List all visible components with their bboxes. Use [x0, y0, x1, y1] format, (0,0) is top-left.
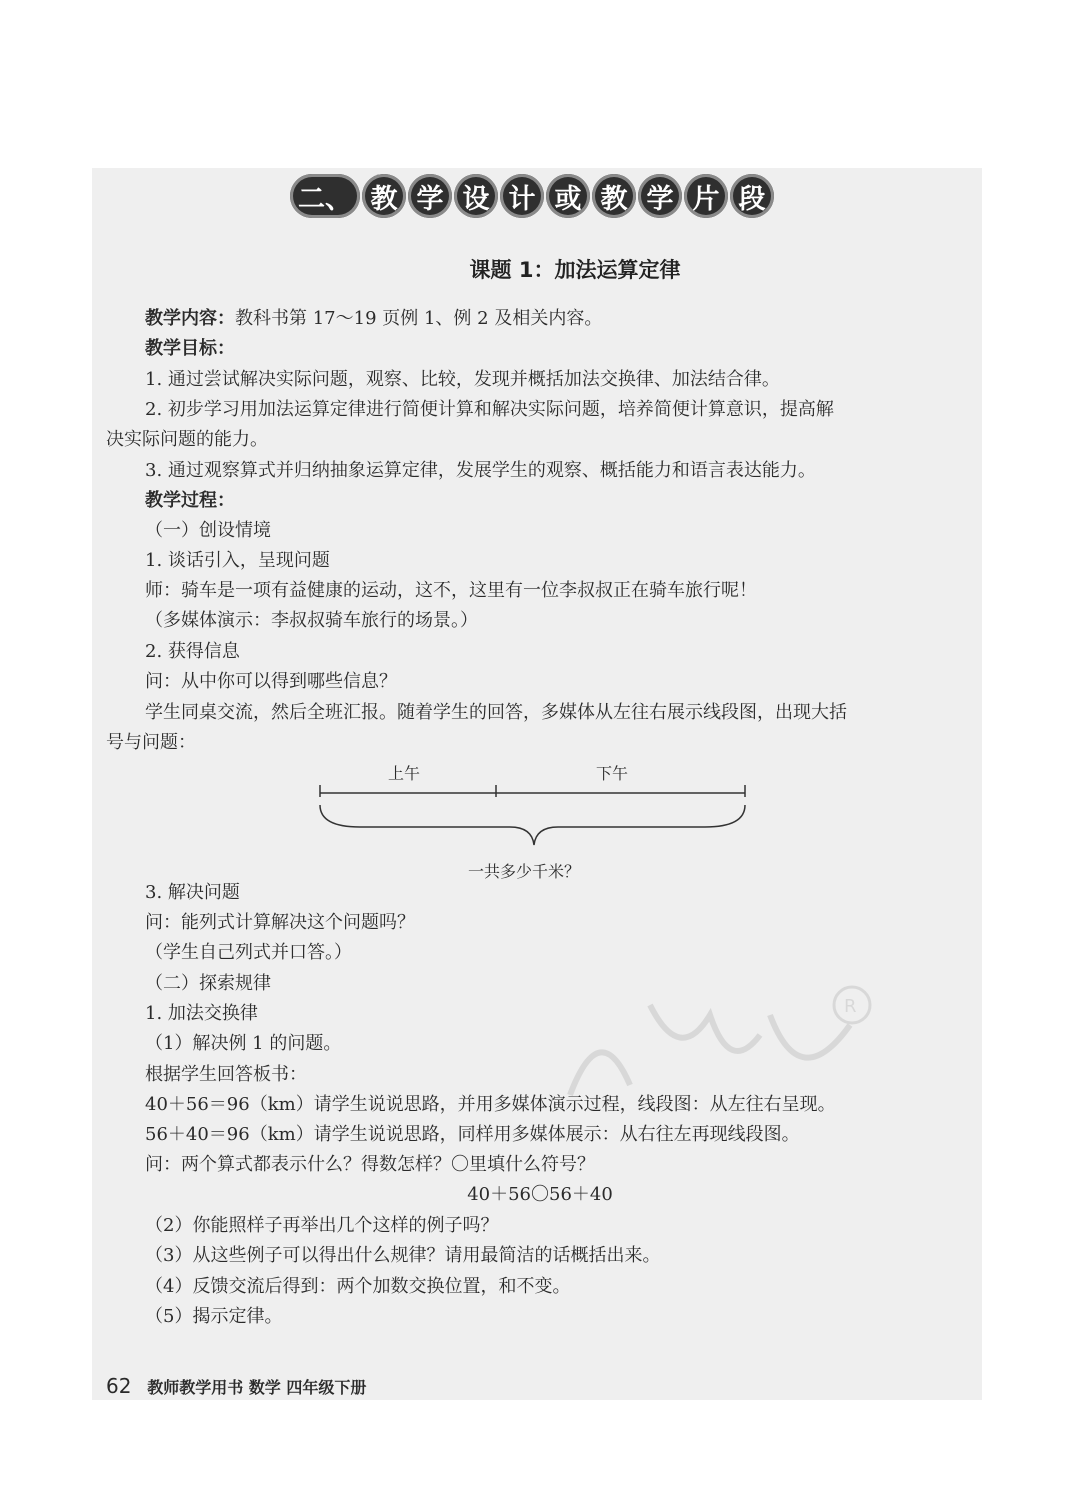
- board-label: 根据学生回答板书：: [145, 1064, 307, 1085]
- teaching-goals-label: 教学目标：: [145, 338, 235, 359]
- process-label: 教学过程：: [145, 490, 235, 511]
- sub-item-5: （5）揭示定律。: [145, 1306, 283, 1327]
- report-line-1: 学生同桌交流，然后全班汇报。随着学生的回答，多媒体从左往右展示线段图，出现大括: [145, 702, 847, 723]
- compare-expression: 40＋56〇56＋40: [467, 1184, 613, 1205]
- heading-char: 片: [684, 174, 728, 218]
- heading-char: 设: [454, 174, 498, 218]
- question-3: 问：两个算式都表示什么？得数怎样？〇里填什么符号？: [145, 1154, 595, 1175]
- curly-brace: [320, 805, 745, 845]
- part-1-heading: （一）创设情境: [145, 520, 271, 541]
- step-3: 3. 解决问题: [145, 882, 240, 903]
- goal-2-line-1: 2. 初步学习用加法运算定律进行简便计算和解决实际问题，培养简便计算意识，提高解: [145, 399, 834, 420]
- commutative-law: 1. 加法交换律: [145, 1003, 258, 1024]
- question-1: 问：从中你可以得到哪些信息？: [145, 671, 397, 692]
- lesson-title: 课题 1：加法运算定律: [469, 258, 681, 282]
- step-2: 2. 获得信息: [145, 641, 240, 662]
- heading-char: 段: [730, 174, 774, 218]
- heading-char: 学: [638, 174, 682, 218]
- heading-char: 教: [592, 174, 636, 218]
- step-1: 1. 谈话引入，呈现问题: [145, 550, 330, 571]
- label-morning: 上午: [388, 764, 421, 783]
- teaching-content-line: [145, 304, 602, 334]
- sub-item-1: （1）解决例 1 的问题。: [145, 1033, 342, 1054]
- label-afternoon: 下午: [596, 764, 629, 783]
- goal-3: 3. 通过观察算式并归纳抽象运算定律，发展学生的观察、概括能力和语言表达能力。: [145, 460, 816, 481]
- segment-diagram: [300, 755, 770, 885]
- heading-char: 二、: [290, 174, 360, 218]
- sub-item-4: （4）反馈交流后得到：两个加数交换位置，和不变。: [145, 1276, 571, 1297]
- page-number: 62: [106, 1374, 132, 1398]
- teacher-line: 师：骑车是一项有益健康的运动，这不，这里有一位李叔叔正在骑车旅行呢！: [145, 580, 757, 601]
- part-2-heading: （二）探索规律: [145, 973, 271, 994]
- heading-char: 或: [546, 174, 590, 218]
- report-line-2: 号与问题：: [106, 732, 196, 753]
- sub-item-3: （3）从这些例子可以得出什么规律？请用最简洁的话概括出来。: [145, 1245, 661, 1266]
- goal-2-line-2: 决实际问题的能力。: [106, 429, 268, 450]
- section-heading: [290, 170, 790, 222]
- question-2: 问：能列式计算解决这个问题吗？: [145, 912, 415, 933]
- watermark-logo: [560, 975, 890, 1125]
- heading-char: 教: [362, 174, 406, 218]
- teaching-content-text: 教科书第 17～19 页例 1、例 2 及相关内容。: [235, 308, 603, 329]
- heading-char: 学: [408, 174, 452, 218]
- heading-char: 计: [500, 174, 544, 218]
- sub-item-2: （2）你能照样子再举出几个这样的例子吗？: [145, 1215, 499, 1236]
- svg-text:R: R: [844, 996, 857, 1017]
- equation-2: 56＋40＝96（km）请学生说说思路，同样用多媒体展示：从右往左再现线段图。: [145, 1124, 800, 1145]
- multimedia-note: （多媒体演示：李叔叔骑车旅行的场景。）: [145, 610, 478, 631]
- page-footer: [106, 1374, 366, 1398]
- equation-1: 40＋56＝96（km）请学生说说思路，并用多媒体演示过程，线段图：从左往右呈现。: [145, 1094, 836, 1115]
- student-answer: （学生自己列式并口答。）: [145, 942, 352, 963]
- teaching-content-label: 教学内容：: [145, 308, 235, 329]
- goal-1: 1. 通过尝试解决实际问题，观察、比较，发现并概括加法交换律、加法结合律。: [145, 369, 780, 390]
- total-distance-question: 一共多少千米？: [468, 862, 581, 881]
- book-title: 教师教学用书 数学 四年级下册: [147, 1378, 367, 1397]
